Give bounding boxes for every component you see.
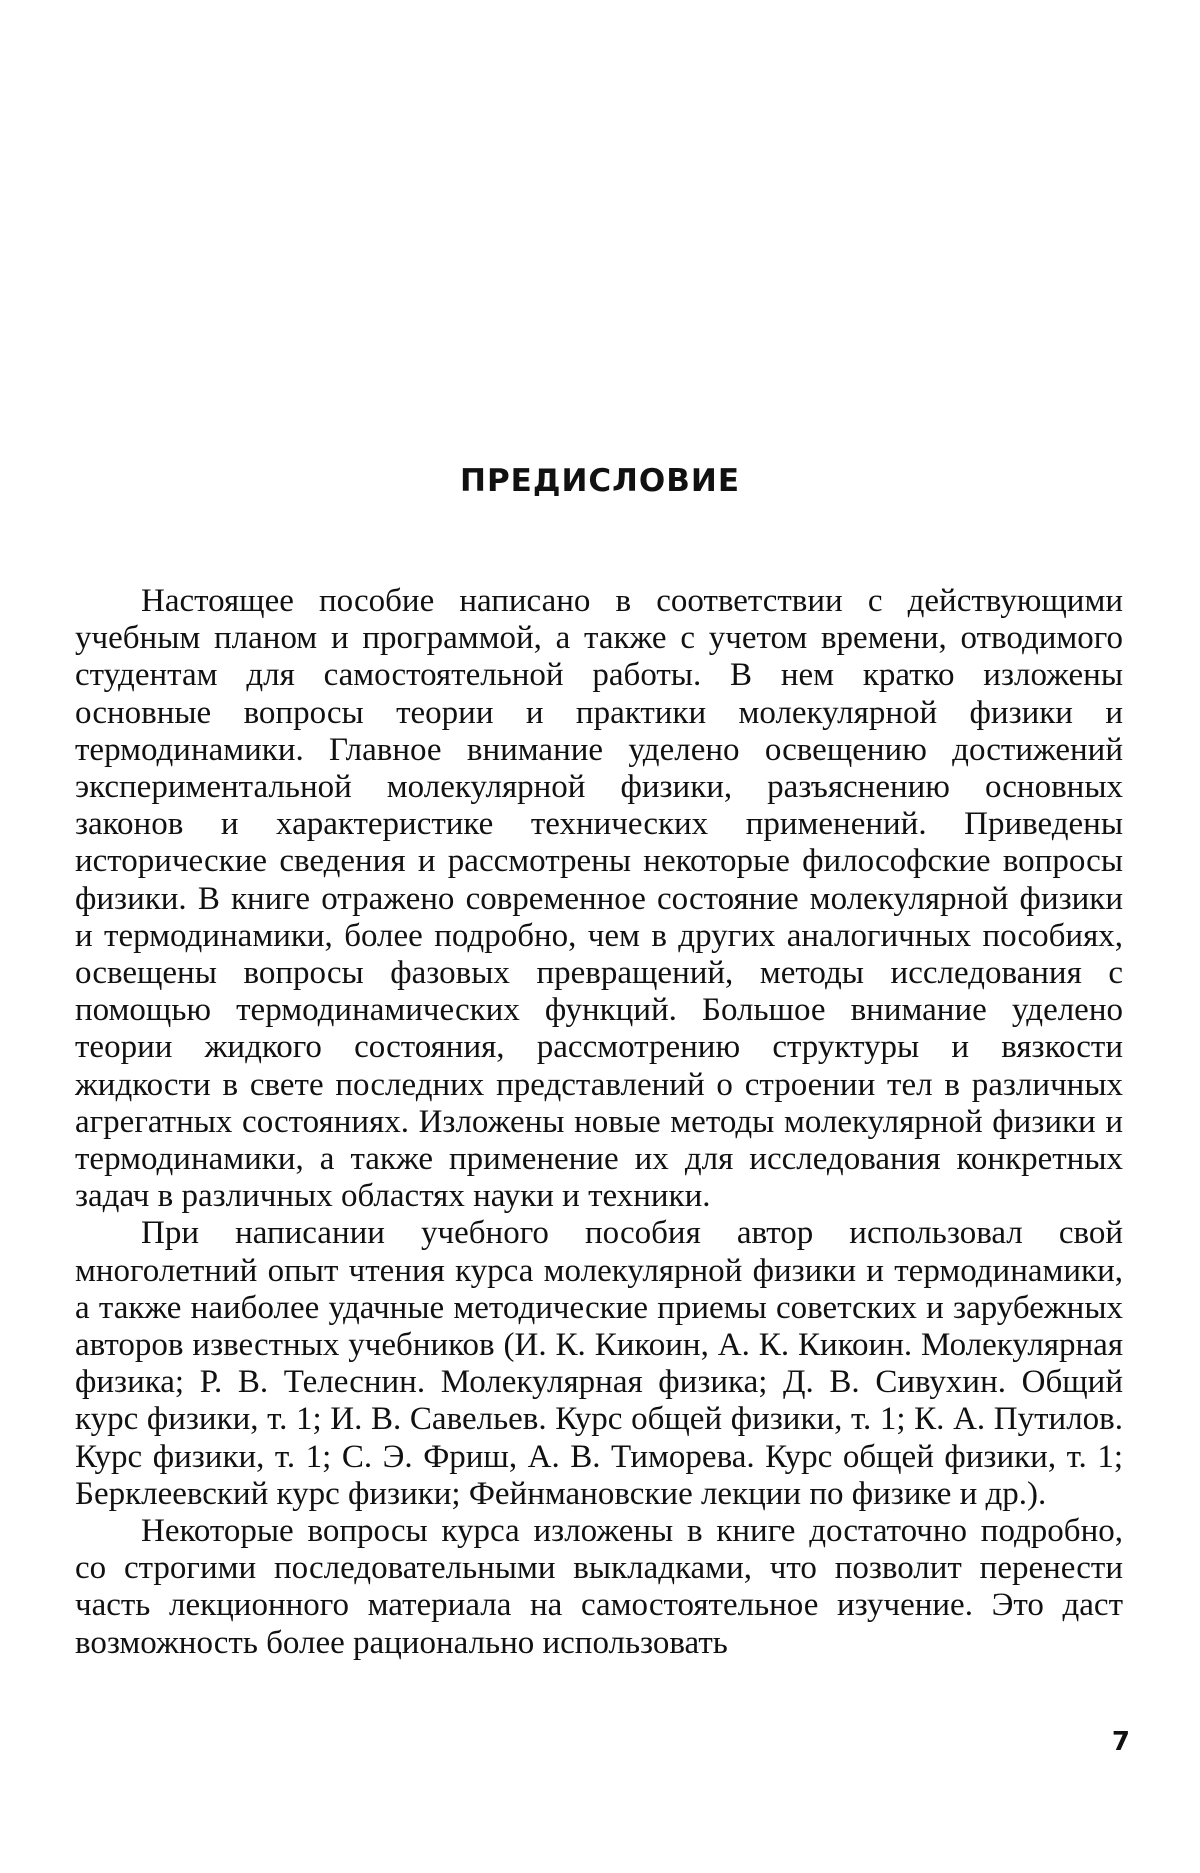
paragraph-1: Настоящее пособие написано в соответствии с действующими учебным планом и программой, а также с учетом времени, отводимого студентам для самостоятельной работы. В нем кратко изложены основные вопросы теории и практики молекулярной физики и термодинамики. Главное внимание уделено освещению достижений экспериментальной молекулярной физики, разъяснению основных законов и характеристике технических применений. Приведены исторические сведения и рассмотрены некоторые философские вопросы физики. В книге отражено современное состояние молекулярной физики и термодинамики, более подробно, чем в других аналогичных пособиях, освещены вопросы фазовых превращений, методы исследования с помощью термодинамических функций. Большое внимание уделено теории жидкого состояния, рассмотрению структуры и вязкости жидкости в свете последних представлений о строении тел в различных агрегатных состояниях. Изложены новые методы молекулярной физики и термодинамики, а также применение их для исследования конкретных задач в различных областях науки и техники.	[75, 583, 1123, 1215]
paragraph-3: Некоторые вопросы курса изложены в книге достаточно подробно, со строгими последовательными выкладками, что позволит перенести часть лекционного материала на самостоятельное изучение. Это даст возможность более рационально использовать	[75, 1513, 1123, 1661]
preface-body	[75, 583, 1123, 1662]
paragraph-2: При написании учебного пособия автор использовал свой многолетний опыт чтения курса молекулярной физики и термодинамики, а также наиболее удачные методические приемы советских и зарубежных авторов известных учебников (И. К. Кикоин, А. К. Кикоин. Молекулярная физика; Р. В. Телеснин. Молекулярная физика; Д. В. Сивухин. Общий курс физики, т. 1; И. В. Савельев. Курс общей физики, т. 1; К. А. Путилов. Курс физики, т. 1; С. Э. Фриш, А. В. Тиморева. Курс общей физики, т. 1; Берклеевский курс физики; Фейнмановские лекции по физике и др.).	[75, 1215, 1123, 1512]
page-title: ПРЕДИСЛОВИЕ	[460, 463, 740, 499]
page-number: 7	[1111, 1727, 1130, 1757]
